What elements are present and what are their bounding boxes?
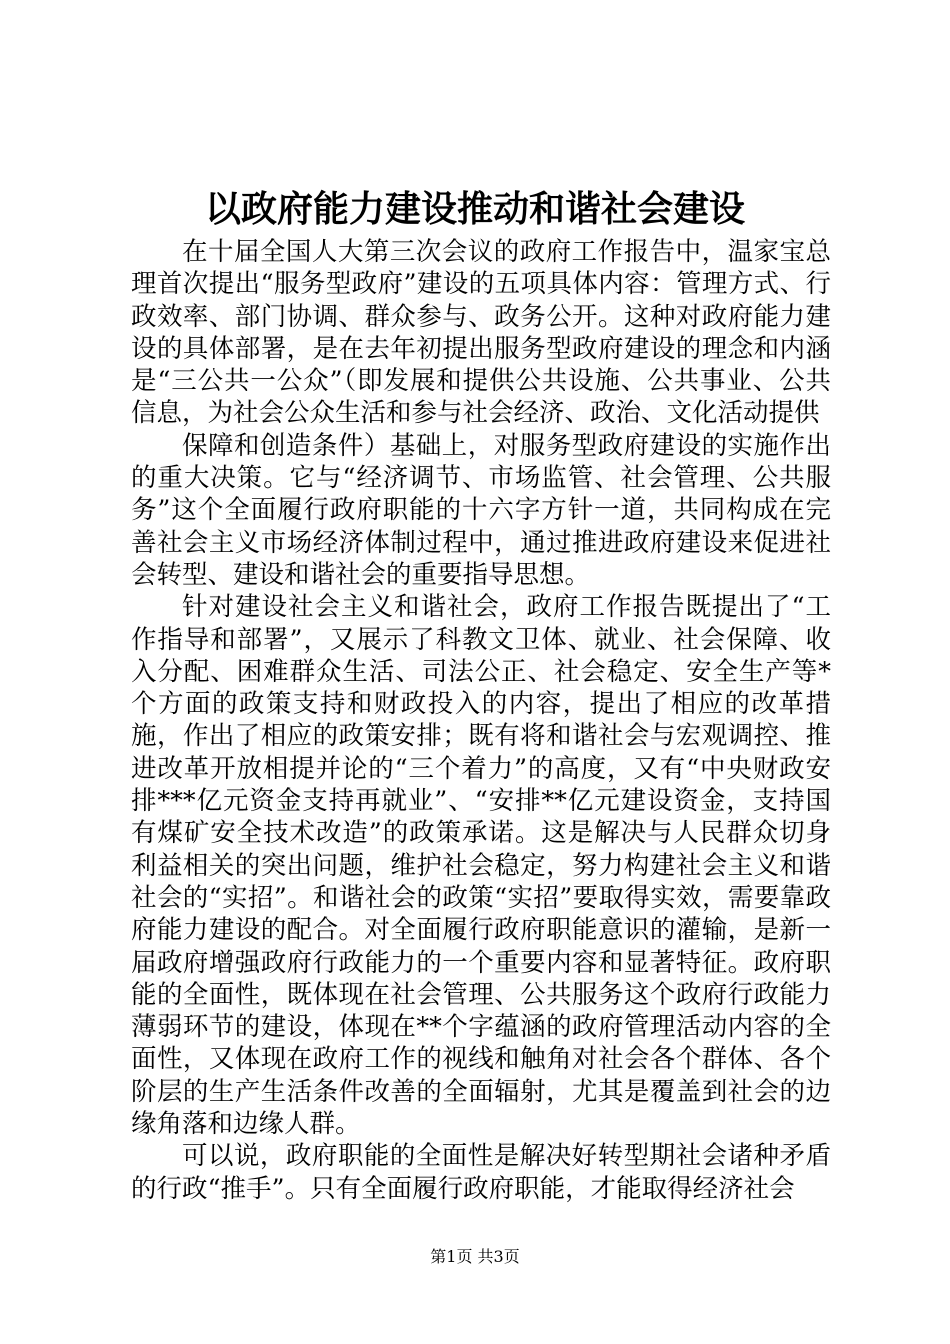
paragraph-2: 保障和创造条件）基础上，对服务型政府建设的实施作出的重大决策。它与“经济调节、市场监管、社会管理、公共服务”这个全面履行政府职能的十六字方针一道，共同构成在完善社会主义市场经济体制过程中，通过推进政府建设来促进社会转型、建设和谐社会的重要指导思想。: [131, 430, 831, 590]
paragraph-3: 针对建设社会主义和谐社会，政府工作报告既提出了“工作指导和部署”，又展示了科教文卫体、就业、社会保障、收入分配、困难群众生活、司法公正、社会稳定、安全生产等*个方面的政策支持和财政投入的内容，提出了相应的改革措施，作出了相应的政策安排；既有将和谐社会与宏观调控、推进改革开放相提并论的“三个着力”的高度，又有“中央财政安排***亿元资金支持再就业”、“安排**亿元建设资金，支持国有煤矿安全技术改造”的政策承诺。这是解决与人民群众切身利益相关的突出问题，维护社会稳定，努力构建社会主义和谐社会的“实招”。和谐社会的政策“实招”要取得实效，需要靠政府能力建设的配合。对全面履行政府职能意识的灌输，是新一届政府增强政府行政能力的一个重要内容和显著特征。政府职能的全面性，既体现在社会管理、公共服务这个政府行政能力薄弱环节的建设，体现在**个字蕴涵的政府管理活动内容的全面性，又体现在政府工作的视线和触角对社会各个群体、各个阶层的生产生活条件改善的全面辐射，尤其是覆盖到社会的边缘角落和边缘人群。: [131, 592, 831, 1140]
document-title: 以政府能力建设推动和谐社会建设: [204, 188, 745, 230]
paragraph-4: 可以说，政府职能的全面性是解决好转型期社会诸种矛盾的行政“推手”。只有全面履行政府职能，才能取得经济社会: [131, 1141, 831, 1204]
document-body: [131, 236, 831, 1205]
paragraph-1: 在十届全国人大第三次会议的政府工作报告中，温家宝总理首次提出“服务型政府”建设的五项具体内容：管理方式、行政效率、部门协调、群众参与、政务公开。这种对政府能力建设的具体部署，是在去年初提出服务型政府建设的理念和内涵是“三公共一公众”（即发展和提供公共设施、公共事业、公共信息，为社会公众生活和参与社会经济、政治、文化活动提供: [131, 237, 831, 429]
page-number-footer: 第1页 共3页: [430, 1247, 520, 1266]
